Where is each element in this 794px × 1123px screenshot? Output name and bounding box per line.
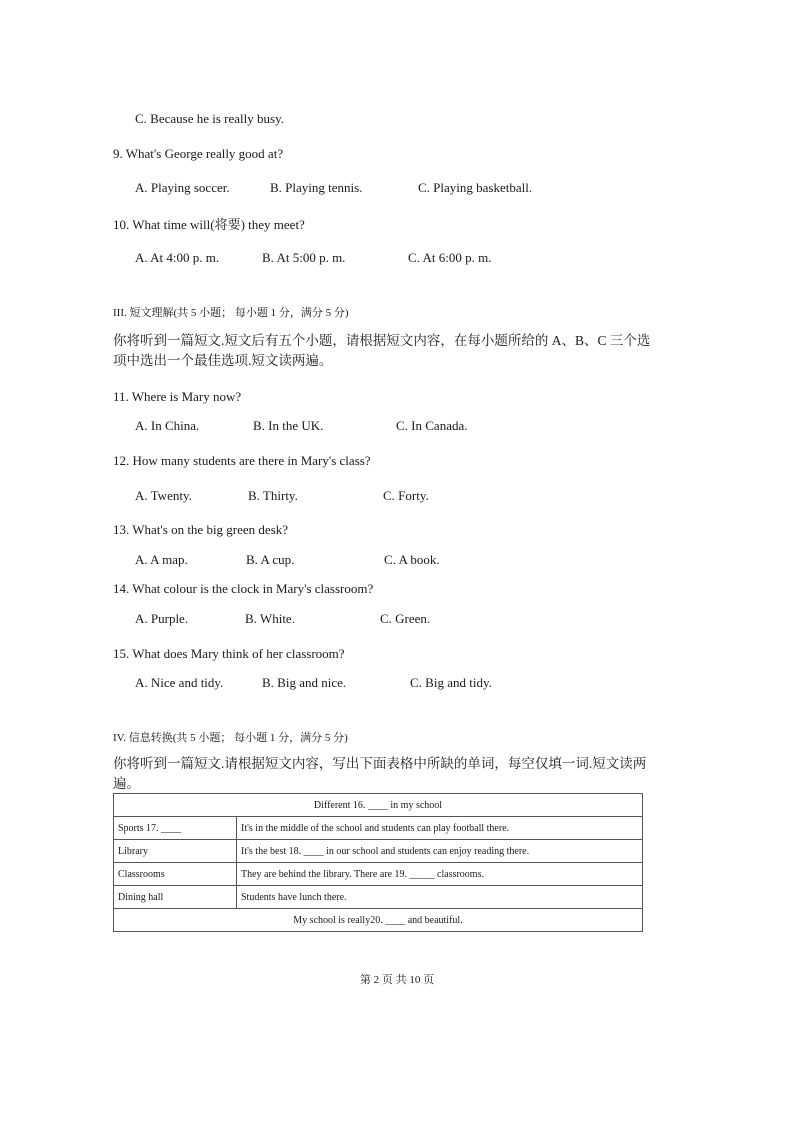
q13-question: 13. What's on the big green desk? [113,522,289,537]
section-3-title: III. 短文理解(共 5 小题； 每小题 1 分，满分 5 分) [113,307,349,319]
q9-option-a: A. Playing soccer. [135,180,230,195]
table-row-label: Sports 17. ____ [114,817,237,840]
table-header-cell: Different 16. ____ in my school [114,794,643,817]
table-row-text: It's the best 18. ____ in our school and students can enjoy reading there. [237,840,643,863]
table-row-text: It's in the middle of the school and students can play football there. [237,817,643,840]
q14-option-b: B. White. [245,611,295,626]
q15-option-b: B. Big and nice. [262,675,347,690]
q12-option-b: B. Thirty. [248,488,298,503]
info-table [113,793,643,932]
q13-option-c: C. A book. [384,552,440,567]
table-header-row [114,794,643,817]
q14-option-a: A. Purple. [135,611,189,626]
q10-option-b: B. At 5:00 p. m. [262,250,346,265]
q11-option-c: C. In Canada. [396,418,468,433]
q9-option-b: B. Playing tennis. [270,180,363,195]
q11-option-b: B. In the UK. [253,418,324,433]
table-row-text: They are behind the library. There are 19. _____ classrooms. [237,863,643,886]
table-footer-cell: My school is really20. ____ and beautiful. [114,909,643,932]
q13-option-b: B. A cup. [246,552,295,567]
q14-option-c: C. Green. [380,611,431,626]
section-3-instructions: 你将听到一篇短文.短文后有五个小题，请根据短文内容，在每小题所给的 A、B、C 三个选项中选出一个最佳选项.短文读两遍。 [113,333,651,368]
q15-option-c: C. Big and tidy. [410,675,492,690]
table-row-label: Library [114,840,237,863]
q10-option-c: C. At 6:00 p. m. [408,250,492,265]
table-row-label: Dining hall [114,886,237,909]
q14-question: 14. What colour is the clock in Mary's classroom? [113,581,374,596]
q13-option-a: A. A map. [135,552,188,567]
q11-option-a: A. In China. [135,418,200,433]
table-row [114,840,643,863]
q15-question: 15. What does Mary think of her classroom? [113,646,345,661]
table-row [114,817,643,840]
table-row [114,886,643,909]
q8-option-c: C. Because he is really busy. [135,111,284,126]
section-4-instructions: 你将听到一篇短文.请根据短文内容，写出下面表格中所缺的单词，每空仅填一词.短文读两遍。 [113,756,647,791]
q10-option-a: A. At 4:00 p. m. [135,250,220,265]
table-row-text: Students have lunch there. [237,886,643,909]
q9-option-c: C. Playing basketball. [418,180,533,195]
q12-option-a: A. Twenty. [135,488,192,503]
q9-question: 9. What's George really good at? [113,146,284,161]
table-row [114,863,643,886]
q12-question: 12. How many students are there in Mary's class? [113,453,371,468]
q15-option-a: A. Nice and tidy. [135,675,224,690]
section-4-title: IV. 信息转换(共 5 小题； 每小题 1 分，满分 5 分) [113,732,348,744]
q11-question: 11. Where is Mary now? [113,389,242,404]
q10-question: 10. What time will(将要) they meet? [113,217,305,232]
page-number: 第 2 页 共 10 页 [359,974,435,986]
table-row-label: Classrooms [114,863,237,886]
table-footer-row [114,909,643,932]
q12-option-c: C. Forty. [383,488,429,503]
